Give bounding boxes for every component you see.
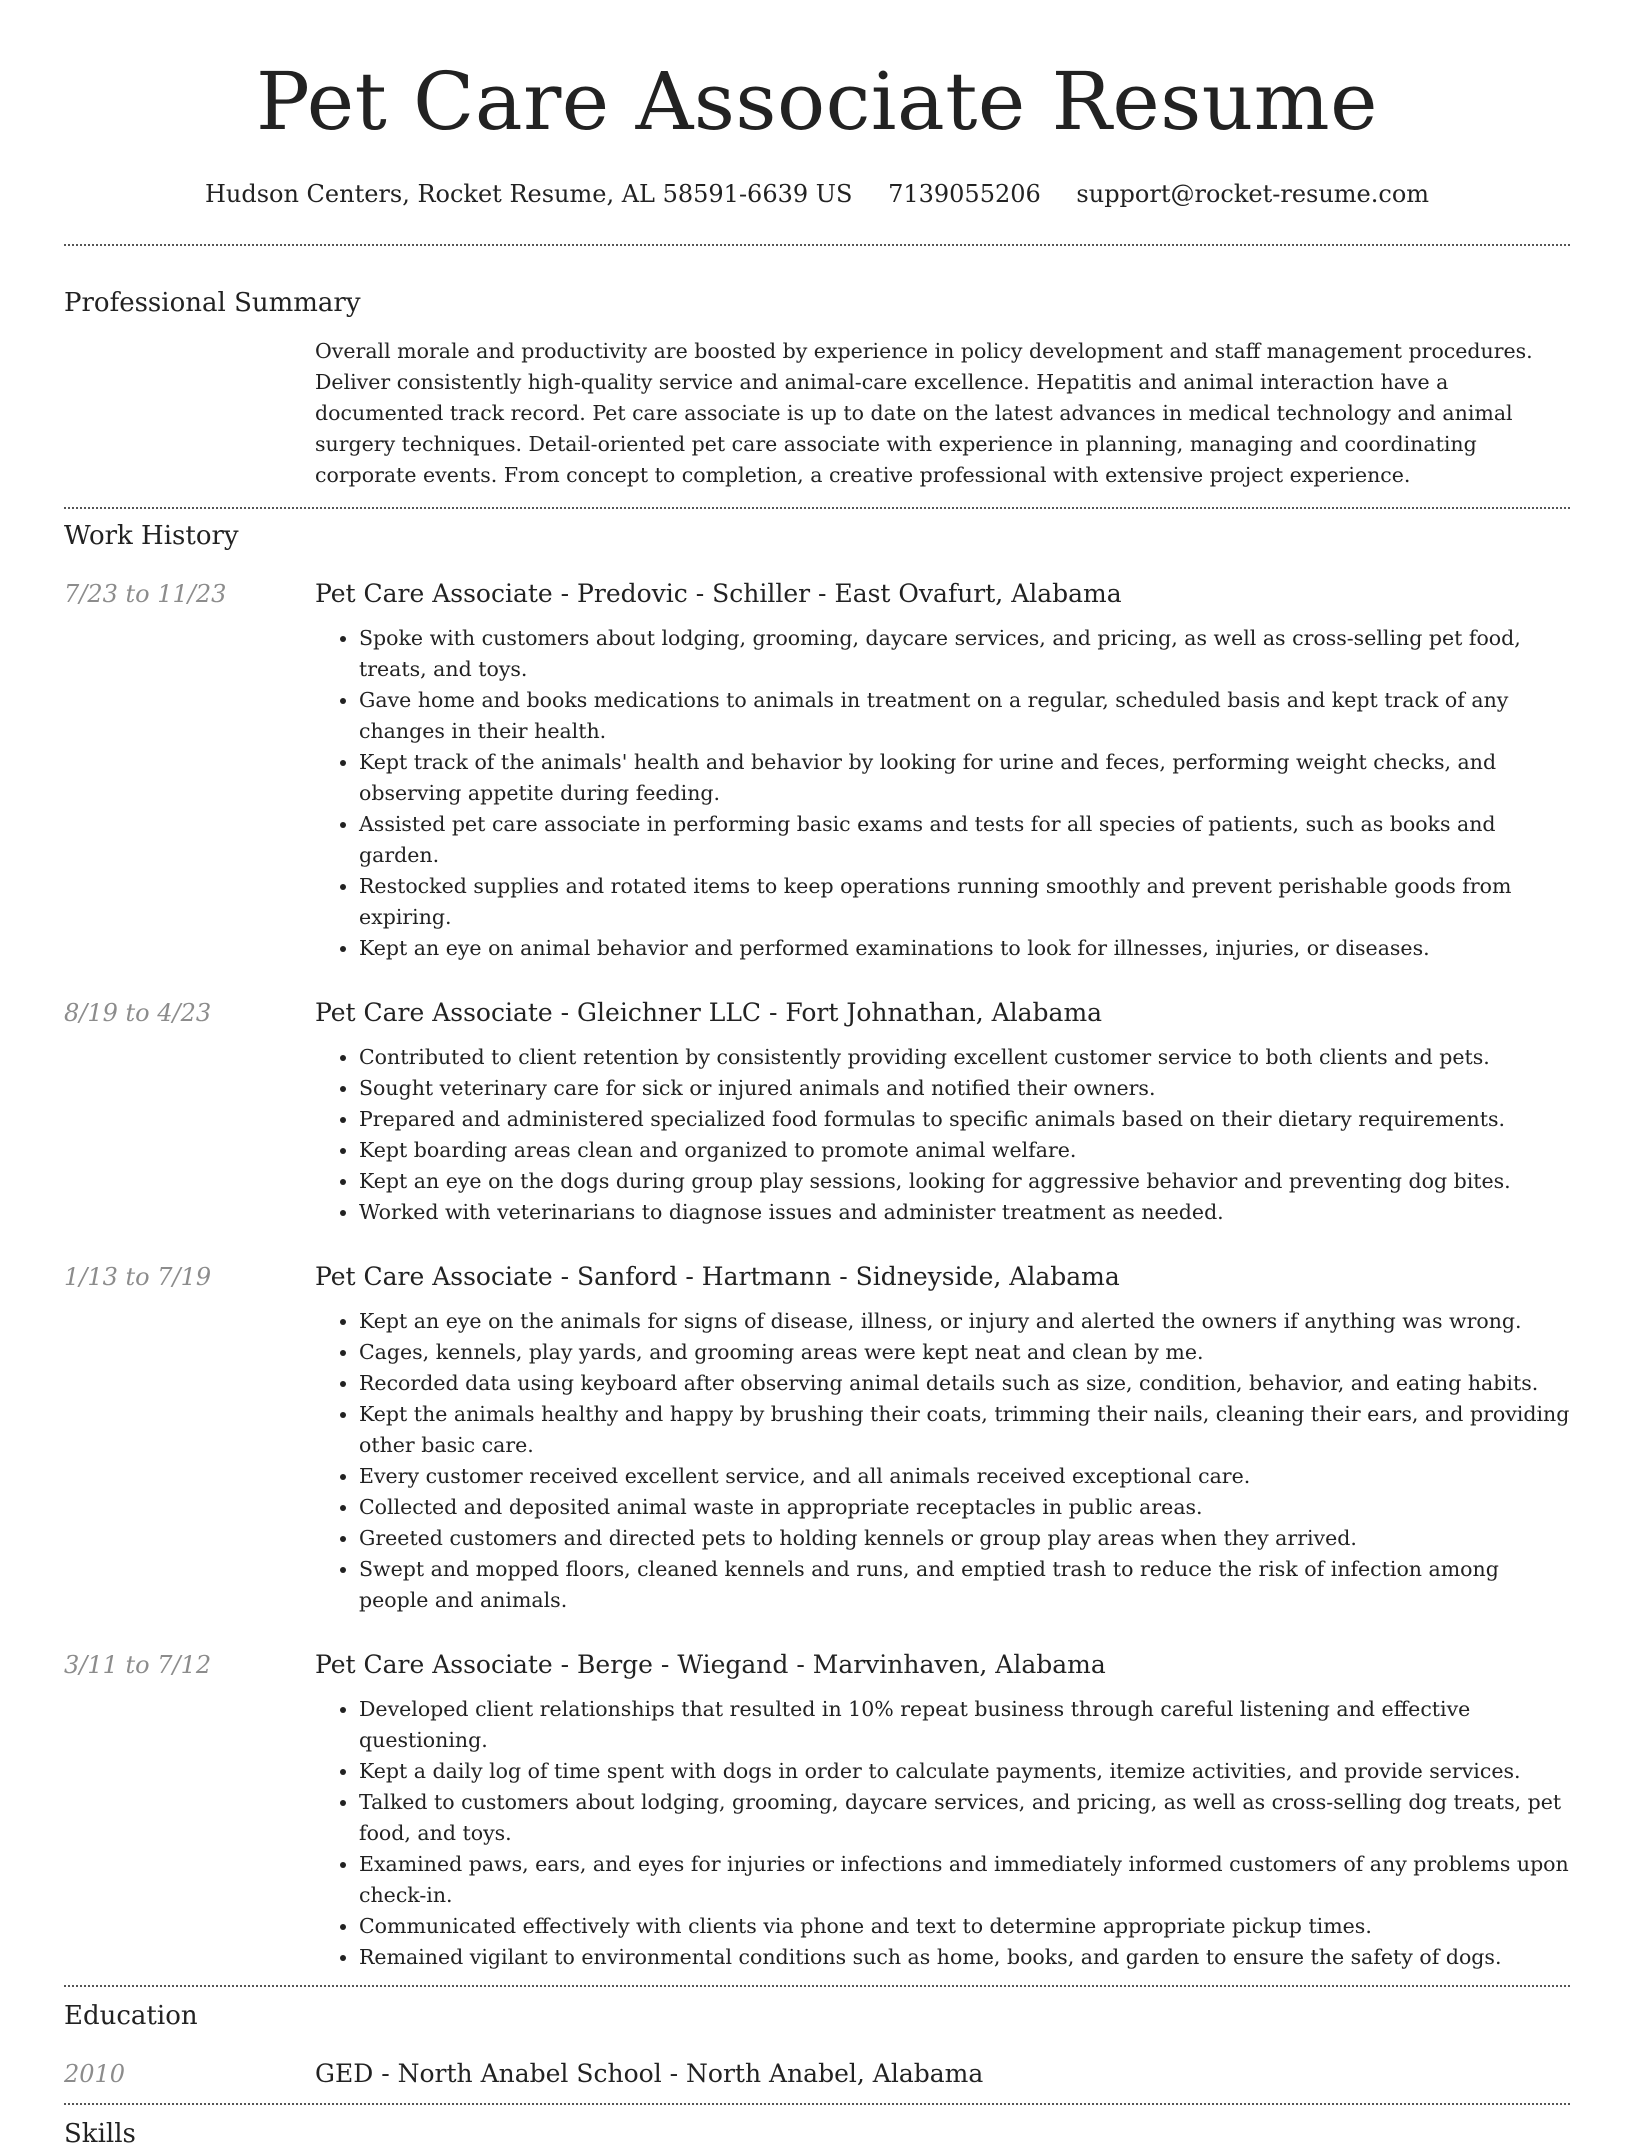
- job-bullet: • Gave home and books medications to animals in treatment on a regular, scheduled basis and kept track of any changes in their health.: [359, 685, 1570, 747]
- summary-text: Overall morale and productivity are boosted by experience in policy development and staff management procedures. Deliver consistently high-quality service and animal-care excellence. Hepatitis and animal interaction have a documented track record. Pet care associate is up to date on the latest advances in medical technology and animal surgery techniques. Detail-oriented pet care associate with experience in planning, managing and coordinating corporate events. From concept to completion, a creative professional with extensive project experience.: [315, 339, 1533, 487]
- job-bullet: • Recorded data using keyboard after observing animal details such as size, condition, behavior, and eating habits.: [359, 1368, 1570, 1399]
- divider: [64, 2103, 1570, 2105]
- job-bullet: • Prepared and administered specialized food formulas to specific animals based on their dietary requirements.: [359, 1104, 1570, 1135]
- contact-email: support@rocket-resume.com: [1076, 180, 1430, 208]
- job-bullet: • Restocked supplies and rotated items to keep operations running smoothly and prevent perishable goods from expiring.: [359, 871, 1570, 933]
- job-dates: 3/11 to 7/12: [64, 1651, 212, 1679]
- contact-phone: 7139055206: [888, 180, 1041, 208]
- job-bullet: • Developed client relationships that resulted in 10% repeat business through careful listening and effective questioning.: [359, 1694, 1570, 1756]
- job-bullet: • Every customer received excellent service, and all animals received exceptional care.: [359, 1461, 1570, 1492]
- job-bullet: • Communicated effectively with clients via phone and text to determine appropriate pickup times.: [359, 1911, 1570, 1942]
- job-bullet: • Collected and deposited animal waste in appropriate receptacles in public areas.: [359, 1492, 1570, 1523]
- job-bullet: • Contributed to client retention by consistently providing excellent customer service to both clients and pets.: [359, 1042, 1570, 1073]
- contact-address: Hudson Centers, Rocket Resume, AL 58591-6639 US: [204, 180, 853, 208]
- job-bullet: • Kept the animals healthy and happy by brushing their coats, trimming their nails, cleaning their ears, and providing other basic care.: [359, 1399, 1570, 1461]
- job-bullet: • Worked with veterinarians to diagnose issues and administer treatment as needed.: [359, 1197, 1570, 1228]
- job-bullet: • Kept a daily log of time spent with dogs in order to calculate payments, itemize activities, and provide services.: [359, 1756, 1570, 1787]
- job-title: Pet Care Associate - Sanford - Hartmann - Sidneyside, Alabama: [315, 1262, 1120, 1291]
- job-entry: [64, 996, 1570, 1228]
- divider: [64, 244, 1570, 246]
- job-bullet: • Kept an eye on animal behavior and performed examinations to look for illnesses, injuries, or diseases.: [359, 933, 1570, 964]
- job-entry: [64, 1260, 1570, 1616]
- job-bullets: [64, 1694, 1570, 1973]
- job-bullet: • Spoke with customers about lodging, grooming, daycare services, and pricing, as well as cross-selling pet food, treats, and toys.: [359, 623, 1570, 685]
- contact-line: [64, 178, 1570, 210]
- job-bullet: • Kept track of the animals' health and behavior by looking for urine and feces, performing weight checks, and observing appetite during feeding.: [359, 747, 1570, 809]
- job-bullet: • Kept an eye on the dogs during group play sessions, looking for aggressive behavior and preventing dog bites.: [359, 1166, 1570, 1197]
- job-bullet: • Remained vigilant to environmental conditions such as home, books, and garden to ensure the safety of dogs.: [359, 1942, 1570, 1973]
- job-bullets: [64, 1306, 1570, 1616]
- job-dates: 7/23 to 11/23: [64, 580, 227, 608]
- job-bullet: • Kept an eye on the animals for signs of disease, illness, or injury and alerted the owners if anything was wrong.: [359, 1306, 1570, 1337]
- job-entry: [64, 1648, 1570, 1973]
- job-title: Pet Care Associate - Berge - Wiegand - Marvinhaven, Alabama: [315, 1650, 1106, 1679]
- education-year: 2010: [64, 2060, 126, 2088]
- job-bullet: • Talked to customers about lodging, grooming, daycare services, and pricing, as well as cross-selling dog treats, pet food, and toys.: [359, 1787, 1570, 1849]
- work-history-heading: Work History: [64, 521, 239, 551]
- job-bullet: • Examined paws, ears, and eyes for injuries or infections and immediately informed customers of any problems upon check-in.: [359, 1849, 1570, 1911]
- job-title: Pet Care Associate - Predovic - Schiller - East Ovafurt, Alabama: [315, 579, 1122, 608]
- resume-title: Pet Care Associate Resume: [256, 55, 1378, 148]
- job-bullet: • Swept and mopped floors, cleaned kennels and runs, and emptied trash to reduce the risk of infection among people and animals.: [359, 1554, 1570, 1616]
- resume-page: [64, 0, 1570, 2151]
- job-bullets: [64, 623, 1570, 964]
- job-bullets: [64, 1042, 1570, 1228]
- job-bullet: • Cages, kennels, play yards, and grooming areas were kept neat and clean by me.: [359, 1337, 1570, 1368]
- job-dates: 1/13 to 7/19: [64, 1263, 212, 1291]
- divider: [64, 1985, 1570, 1987]
- job-bullet: • Kept boarding areas clean and organized to promote animal welfare.: [359, 1135, 1570, 1166]
- summary-heading: Professional Summary: [64, 288, 361, 318]
- job-bullet: • Assisted pet care associate in performing basic exams and tests for all species of patients, such as books and garden.: [359, 809, 1570, 871]
- job-bullet: • Greeted customers and directed pets to holding kennels or group play areas when they arrived.: [359, 1523, 1570, 1554]
- job-title: Pet Care Associate - Gleichner LLC - Fort Johnathan, Alabama: [315, 998, 1103, 1027]
- job-entry: [64, 577, 1570, 964]
- skills-heading: Skills: [64, 2119, 136, 2149]
- education-heading: Education: [64, 2001, 198, 2031]
- education-detail: GED - North Anabel School - North Anabel, Alabama: [315, 2059, 984, 2088]
- job-dates: 8/19 to 4/23: [64, 999, 212, 1027]
- job-bullet: • Sought veterinary care for sick or injured animals and notified their owners.: [359, 1073, 1570, 1104]
- education-entry: [64, 2057, 1570, 2091]
- divider: [64, 507, 1570, 509]
